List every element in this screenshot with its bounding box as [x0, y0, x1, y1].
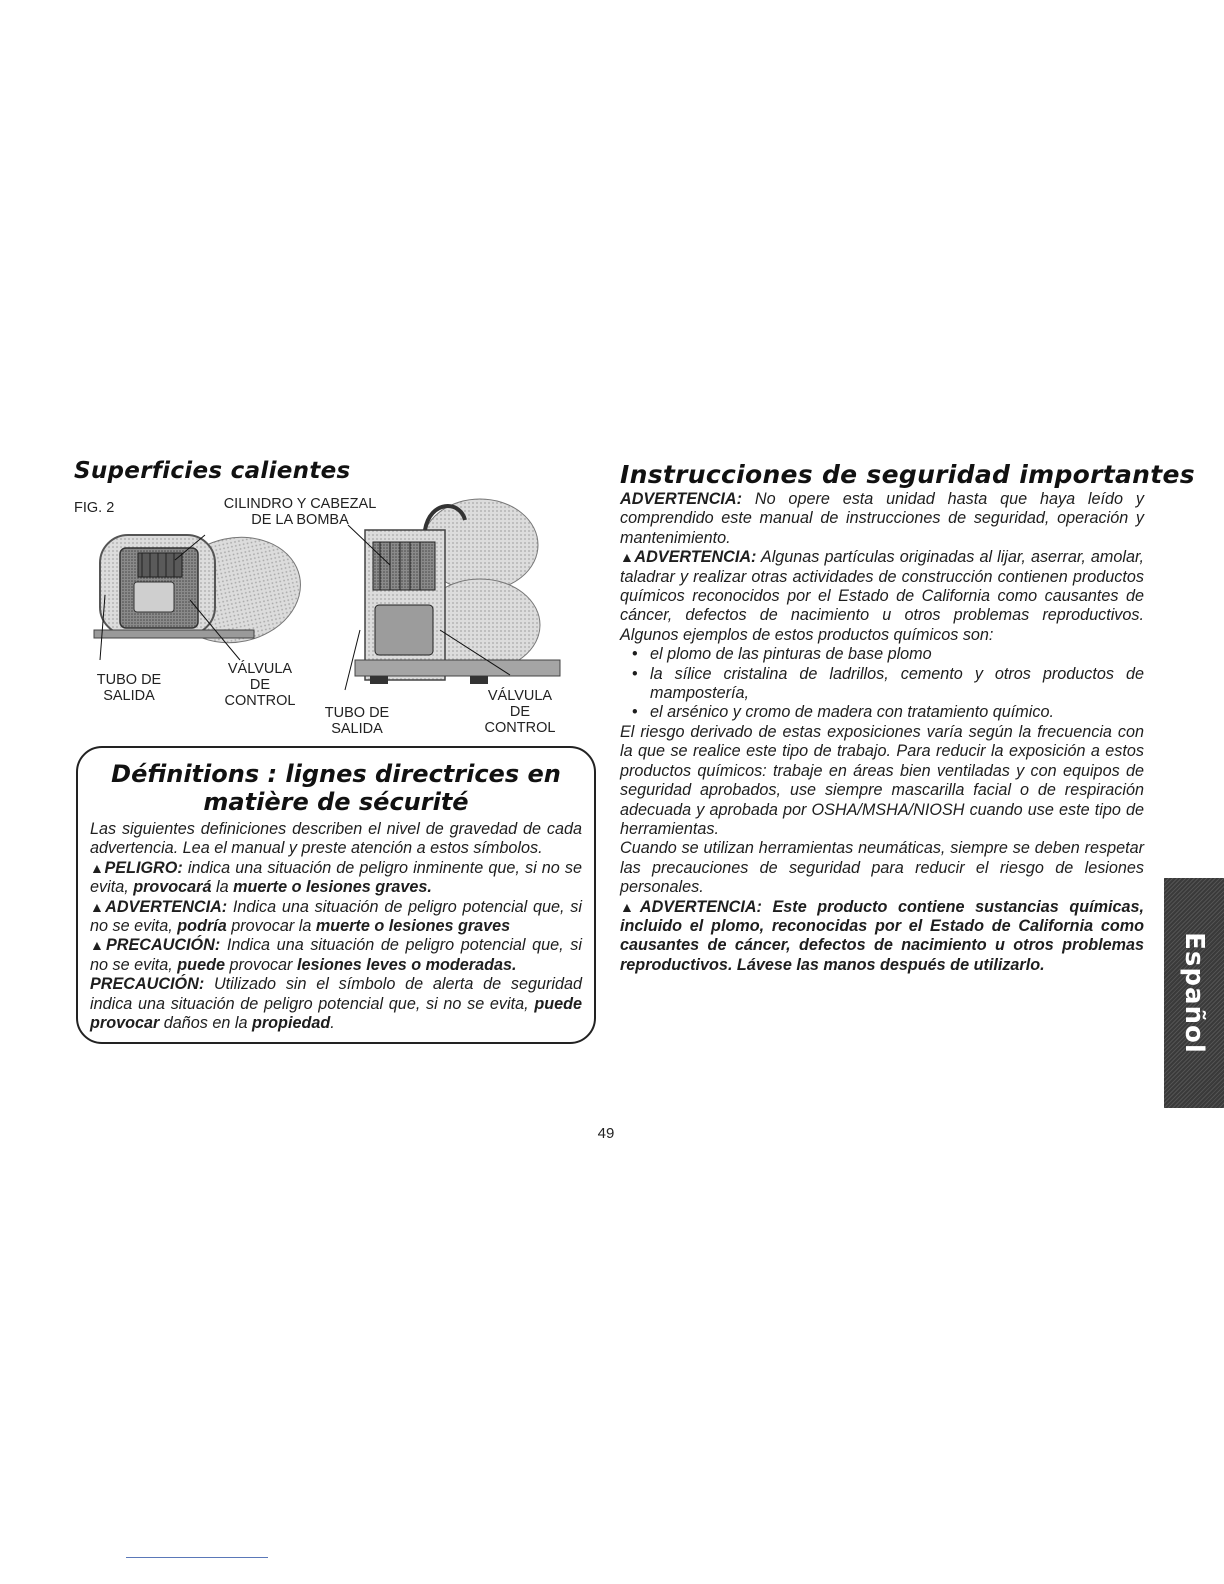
language-tab-label: Español: [1179, 932, 1209, 1054]
outlet-tube-label-left: TUBO DE SALIDA: [96, 672, 162, 704]
check-valve-label-right: VÁLVULA DE CONTROL: [484, 688, 556, 736]
safety-paragraph-5: ▲ADVERTENCIA: Este producto contiene sustancias químicas, incluido el plomo, reconocidas por el Estado de California como causantes de cáncer, defectos de nacimiento u otros problemas reproductivos. Lávese las manos después de utilizarlo.: [620, 897, 1144, 974]
definitions-box: [76, 746, 596, 1044]
safety-paragraph-4: Cuando se utilizan herramientas neumáticas, siempre se deben respetar las precauciones de seguridad para reducir el riesgo de lesiones personales.: [620, 839, 1144, 897]
warning-triangle-icon: ▲: [620, 549, 635, 566]
definition-advertencia: ▲ADVERTENCIA: Indica una situación de peligro potencial que, si no se evita, podría provocar la muerte o lesiones graves: [90, 897, 583, 936]
safety-heading: Instrucciones de seguridad importantes: [620, 460, 1195, 489]
definition-precaucion: ▲PRECAUCIÓN: Indica una situación de peligro potencial que, si no se evita, puede provocar lesiones leves o moderadas.: [90, 936, 582, 974]
check-valve-label-left: VÁLVULA DE CONTROL: [224, 661, 296, 709]
warning-triangle-icon: ▲: [90, 937, 106, 954]
list-item: • el plomo de las pinturas de base plomo: [620, 645, 1144, 664]
warning-triangle-icon: ▲: [620, 898, 640, 915]
definitions-title-line1: Définitions : lignes directrices en: [111, 760, 561, 788]
chemical-examples-list: [620, 645, 1144, 723]
left-compressor: [94, 525, 310, 660]
list-item: • la sílice cristalina de ladrillos, cemento y otros productos de mampostería,: [620, 665, 1144, 704]
warning-triangle-icon: ▲: [90, 859, 105, 876]
hot-surfaces-heading: Superficies calientes: [74, 458, 351, 484]
page-number: 49: [597, 1125, 615, 1142]
pump-head-label: CILINDRO Y CABEZAL DE LA BOMBA: [223, 496, 377, 528]
language-side-tab: [1164, 878, 1224, 1108]
right-compressor: [345, 499, 560, 690]
list-item: • el arsénico y cromo de madera con tratamiento químico.: [620, 703, 1144, 722]
outlet-tube-label-right: TUBO DE SALIDA: [324, 705, 390, 737]
definitions-title-line2: matière de sécurité: [203, 788, 469, 816]
warning-triangle-icon: ▲: [90, 898, 106, 915]
safety-paragraph-3: El riesgo derivado de estas exposiciones varía según la frecuencia con la que se realice este tipo de trabajo. Para reducir la exposición a estos productos químicos: trabaje en áreas bien ventiladas y con equipos de seguridad aprobados, use siempre mascarilla facial o de respiración adecuada y aprobada por OSHA/MSHA/NIOSH cuando use este tipo de herramientas.: [620, 722, 1144, 838]
definition-peligro: ▲PELIGRO: indica una situación de peligro inminente que, si no se evita, provocará la muerte o lesiones graves.: [90, 858, 582, 897]
safety-paragraph-1: ADVERTENCIA: No opere esta unidad hasta que haya leído y comprendido este manual de instrucciones de seguridad, operación y mantenimiento.: [620, 490, 1144, 547]
definition-precaucion-property: PRECAUCIÓN: Utilizado sin el símbolo de alerta de seguridad indica una situación de peligro potencial que, si no se evita, puede provocar daños en la propiedad.: [90, 975, 582, 1033]
safety-paragraph-2: ▲ADVERTENCIA: Algunas partículas originadas al lijar, aserrar, amolar, taladrar y realizar otras actividades de construcción contienen productos químicos reconocidos por el Estado de California como causantes de cáncer, defectos de nacimiento u otros problemas reproductivos. Algunos ejemplos de estos productos químicos son:: [620, 548, 1144, 644]
footer-rule: [126, 1557, 268, 1558]
definitions-intro: Las siguientes definiciones describen el nivel de gravedad de cada advertencia. Lea el manual y preste atención a estos símbolos.: [90, 820, 582, 858]
figure-label: FIG. 2: [74, 500, 115, 516]
safety-instructions: [620, 490, 1144, 975]
